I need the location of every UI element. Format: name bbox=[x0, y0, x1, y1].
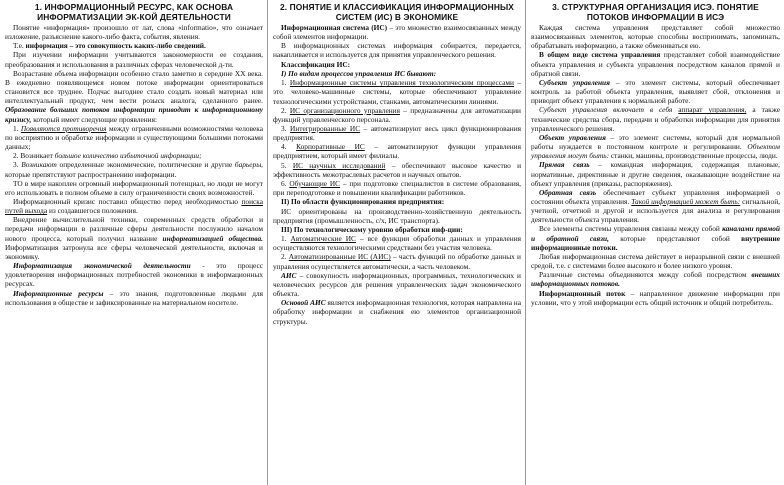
text: 2. bbox=[281, 252, 287, 262]
paragraph bbox=[5, 69, 263, 124]
emphasis: Информационные ресурсы bbox=[13, 288, 104, 298]
text: – предназначены для автоматизации функций управленческого персонала. bbox=[273, 105, 521, 124]
paragraph: Понятие «информация» произошло от лат, слова «informatio», что означает изложение, разъяснение какого-либо факта, события, явления. bbox=[5, 23, 263, 42]
text: между ограниченными возможностями человека по восприятию и обработке информации и существующими большими потоками данных; bbox=[5, 123, 263, 152]
text: – обеспечивают высокое качество и эффективность межотраслевых расчетов и научных опытов. bbox=[273, 160, 522, 179]
list-item bbox=[273, 106, 521, 124]
emphasis: внутренние информационные потоки. bbox=[531, 233, 780, 252]
paragraph bbox=[531, 270, 780, 288]
text: станки, машины, производственные процессы, люди. bbox=[610, 151, 778, 161]
emphasis: Информационные системы управления технологическим процессами bbox=[289, 78, 514, 88]
emphasis: АИС bbox=[281, 270, 297, 280]
emphasis: Возникают bbox=[21, 160, 57, 170]
emphasis: Субъект управления bbox=[539, 77, 610, 87]
text: – автоматизируют функции управления предприятием, который имеет филиалы. bbox=[273, 142, 521, 161]
emphasis: Объектом управления могут быть: bbox=[531, 142, 780, 161]
text: Т.е. bbox=[13, 41, 24, 51]
text: – это множество взаимосвязанных между собой элементов информации. bbox=[273, 23, 521, 42]
emphasis: ИС организационного управления bbox=[289, 105, 400, 115]
paragraph: ТО в мире накоплен огромный информационный потенциал, но люди не могут его использовать в полном объеме в силу ограниченности своих возможностей. bbox=[5, 178, 263, 197]
classification-heading: Классификация ИС: bbox=[281, 59, 351, 69]
list-item bbox=[5, 124, 263, 151]
emphasis: Основой АИС bbox=[281, 298, 326, 308]
text: - это процесс удовлетворения информационных потребностей экономики в информационных ресурсах. bbox=[5, 261, 263, 289]
emphasis: информатизацией общества. bbox=[162, 233, 263, 243]
text: из создавшегося положения. bbox=[48, 206, 138, 216]
column-information-systems bbox=[268, 0, 526, 485]
text: а также технические средства сбора, передачи и обработки информации для принятия управленческого решения. bbox=[531, 105, 780, 133]
text: которые представляют собой bbox=[620, 233, 730, 243]
paragraph: Каждая система управления представляет собой множество взаимосвязанных элементов, которые способны воспринимать, запоминать, обрабатывать информацию, а также обмениваться ею. bbox=[531, 23, 780, 51]
emphasis: Субъект управления включает в себя bbox=[539, 105, 673, 115]
emphasis: Информационная система (ИС) bbox=[281, 23, 388, 32]
paragraph bbox=[531, 105, 780, 132]
text: – совокупность информационных, программных, технологических и человеческих ресурсов для решения управленческих задач экономического объекта. bbox=[273, 270, 521, 299]
text: обеспечивает субъект управления информацией о состоянии объекта управления. bbox=[531, 187, 780, 206]
text: 3. bbox=[281, 124, 287, 133]
text: 1. bbox=[281, 234, 287, 244]
text: – это человеко-машинные системы, которые обеспечивают управление технологическими устройствами, станками, автоматическими линиями. bbox=[273, 78, 521, 106]
emphasis: поиска путей выхода bbox=[5, 196, 263, 216]
list-item bbox=[273, 124, 521, 142]
list-item bbox=[5, 160, 263, 178]
subheading-functioning-area: II) По области функционирования предприятия: bbox=[281, 197, 445, 207]
paragraph bbox=[531, 160, 780, 187]
text: 2. Возникает bbox=[13, 151, 53, 161]
text: – это элемент системы, который для нормальной работы нуждается в постоянном контроле и регулировании. bbox=[531, 132, 780, 152]
emphasis: Корпоративные ИС bbox=[296, 142, 365, 152]
list-item bbox=[273, 234, 521, 252]
emphasis: Информационный поток bbox=[539, 288, 626, 298]
column-structural-organization bbox=[526, 0, 784, 485]
emphasis: каналами прямой и обратной связи, bbox=[531, 224, 781, 243]
paragraph bbox=[531, 78, 780, 105]
text: – автоматизируют весь цикл функционирования предприятия. bbox=[273, 124, 522, 143]
emphasis: большое количество избыточной информации; bbox=[54, 151, 202, 161]
text: 1. bbox=[281, 78, 287, 88]
text: – направленное движение информации при условии, что у этой информации есть общий источник и общий потребитель. bbox=[531, 288, 780, 307]
emphasis: Информатизация экономической деятельности bbox=[13, 261, 191, 271]
text: – все функции обработки данных и управления осуществляются технологическими средствами без участия человека. bbox=[273, 234, 522, 253]
text: Информатизация затронула все сферы человеческой деятельности, включая и экономику. bbox=[5, 242, 263, 261]
text: 6. bbox=[281, 178, 287, 188]
paragraph: При изучении информации учитываются закономерности ее создания, преобразования и использования в различных сферах человеческой д-ти. bbox=[5, 50, 263, 69]
text: 5. bbox=[281, 160, 287, 170]
paragraph bbox=[531, 50, 780, 77]
column3-title: 3. СТРУКТУРНАЯ ОРГАНИЗАЦИЯ ИСЭ. ПОНЯТИЕ ПОТОКОВ ИНФОРМАЦИИ В ИСЭ bbox=[552, 2, 759, 22]
emphasis: виде система управления bbox=[572, 50, 661, 60]
text: – это знания, подготовленные людьми для использования в обществе и зафиксированные на материальном носителе. bbox=[5, 288, 264, 307]
emphasis: Появляются противоречия bbox=[20, 123, 107, 133]
emphasis: аппарат управления, bbox=[678, 105, 747, 115]
paragraph bbox=[5, 41, 263, 50]
text: Внедрение вычислительной техники, современных средств обработки и передачи информации в различные сферы деятельности послужило началом нового процесса, который получил название bbox=[5, 215, 263, 243]
paragraph bbox=[273, 271, 521, 298]
emphasis: Автоматические ИС bbox=[290, 234, 356, 244]
paragraph bbox=[5, 261, 263, 288]
text: – это элемент системы, который обеспечивает контроль за работой объекта управления, выявляет сбой, отклонения и приводит объект управления к нормальной работе. bbox=[531, 77, 780, 106]
emphasis: Автоматизированные ИС (АИС) bbox=[288, 252, 391, 262]
column-information-resource bbox=[0, 0, 268, 485]
text: 3. bbox=[13, 160, 19, 170]
text: – при подготовке специалистов в системе образования, при переподготовке и повышении квалификации работников. bbox=[273, 178, 521, 198]
definition-information: информация – это совокупность каких-либо сведений. bbox=[25, 41, 206, 51]
list-item bbox=[5, 151, 263, 160]
list-item bbox=[273, 161, 521, 179]
paragraph bbox=[273, 23, 521, 41]
text: Все элементы системы управления связаны между собой bbox=[539, 224, 720, 234]
emphasis: Обратная связь bbox=[539, 187, 597, 197]
text: – командная информация, содержащая плановые, нормативные, директивные и другие сведения, оказывающие воздействие на объект управления (приказы, распоряжения). bbox=[531, 160, 780, 188]
emphasis: Прямая связь bbox=[539, 160, 590, 170]
emphasis: ИС научных исследований bbox=[292, 160, 386, 170]
text: сигнальной, учетной, отчетной и другой и используется для анализа и регулирования деятельности объекта управления. bbox=[531, 196, 780, 225]
emphasis: барьеры, bbox=[234, 160, 264, 170]
text: определенные экономические, политические и другие bbox=[59, 160, 233, 170]
emphasis: внешних информационных потоков. bbox=[531, 270, 780, 289]
paragraph bbox=[273, 298, 521, 325]
text: 4. bbox=[281, 142, 287, 152]
paragraph bbox=[5, 197, 263, 215]
paragraph: Любая информационная система действует в неразрывной связи с внешней средой, т.е. с системами более высокого и более низкого уровня. bbox=[531, 251, 780, 271]
subheading-management-processes: I) По видам процессов управления ИС бывают: bbox=[281, 68, 437, 78]
text: 1. bbox=[13, 123, 19, 133]
emphasis: Интегрированные ИС bbox=[290, 124, 361, 133]
text: является информационная технология, которая направлена на обработку информации и снабжения ею элементов организационной структуры. bbox=[273, 298, 521, 326]
paragraph: ИС ориентированы на производственно-хозяйственную деятельность предприятия (промышленность, с/х, ИС транспорта). bbox=[273, 206, 521, 225]
list-item bbox=[273, 252, 521, 270]
emphasis: Образование больших потоков информации приводит к информационному кризису, bbox=[5, 105, 263, 124]
paragraph bbox=[531, 289, 780, 307]
column1-title: 1. ИНФОРМАЦИОННЫЙ РЕСУРС, КАК ОСНОВА ИНФОРМАТИЗАЦИИ ЭК-КОЙ ДЕЯТЕЛЬНОСТИ bbox=[34, 2, 234, 22]
list-item bbox=[273, 142, 521, 160]
text: Различные системы объединяются между собой посредством bbox=[539, 270, 747, 280]
list-item bbox=[273, 78, 521, 105]
paragraph: В информационных системах информация собирается, передается, накапливается и используется для принятия управленческого решения. bbox=[273, 41, 521, 60]
text: – часть функций по обработке данных и управления осуществляется автоматически, а часть человеком. bbox=[273, 252, 521, 271]
paragraph bbox=[531, 224, 780, 251]
text: 2. bbox=[281, 105, 287, 115]
subheading-technology-level: III) По технологическому уровню обработки инф-ции: bbox=[281, 224, 463, 234]
emphasis: Такой информацией может быть: bbox=[631, 196, 741, 206]
text: Возрастание объема информации особенно стало заметно в середине ХХ века. В ежедневно появляющемся новом потоке информации ориентироваться становится все труднее. Подчас выгоднее стало создать новый материал или интеллектуальный продукт, чем вести розыск аналога, сделанного ранее. bbox=[5, 68, 263, 106]
emphasis: В общем bbox=[539, 50, 570, 60]
text: Информационный кризис поставил общество перед необходимостью bbox=[13, 196, 239, 206]
emphasis: Обучающие ИС bbox=[289, 178, 341, 188]
emphasis: Объект управления bbox=[539, 132, 606, 142]
text: который имеет следующие проявления: bbox=[33, 114, 158, 124]
list-item bbox=[273, 179, 521, 197]
text: которые препятствуют распространению информации. bbox=[5, 169, 177, 179]
paragraph bbox=[531, 188, 780, 225]
paragraph bbox=[531, 133, 780, 160]
paragraph bbox=[5, 215, 263, 261]
column2-title: 2. ПОНЯТИЕ И КЛАССИФИКАЦИЯ ИНФОРМАЦИОННЫХ СИСТЕМ (ИС) В ЭКОНОМИКЕ bbox=[280, 2, 514, 22]
paragraph bbox=[5, 289, 263, 307]
text: представляет собой взаимодействие объекта управления и субъекта управления посредством каналов прямой и обратной связи. bbox=[531, 50, 780, 78]
